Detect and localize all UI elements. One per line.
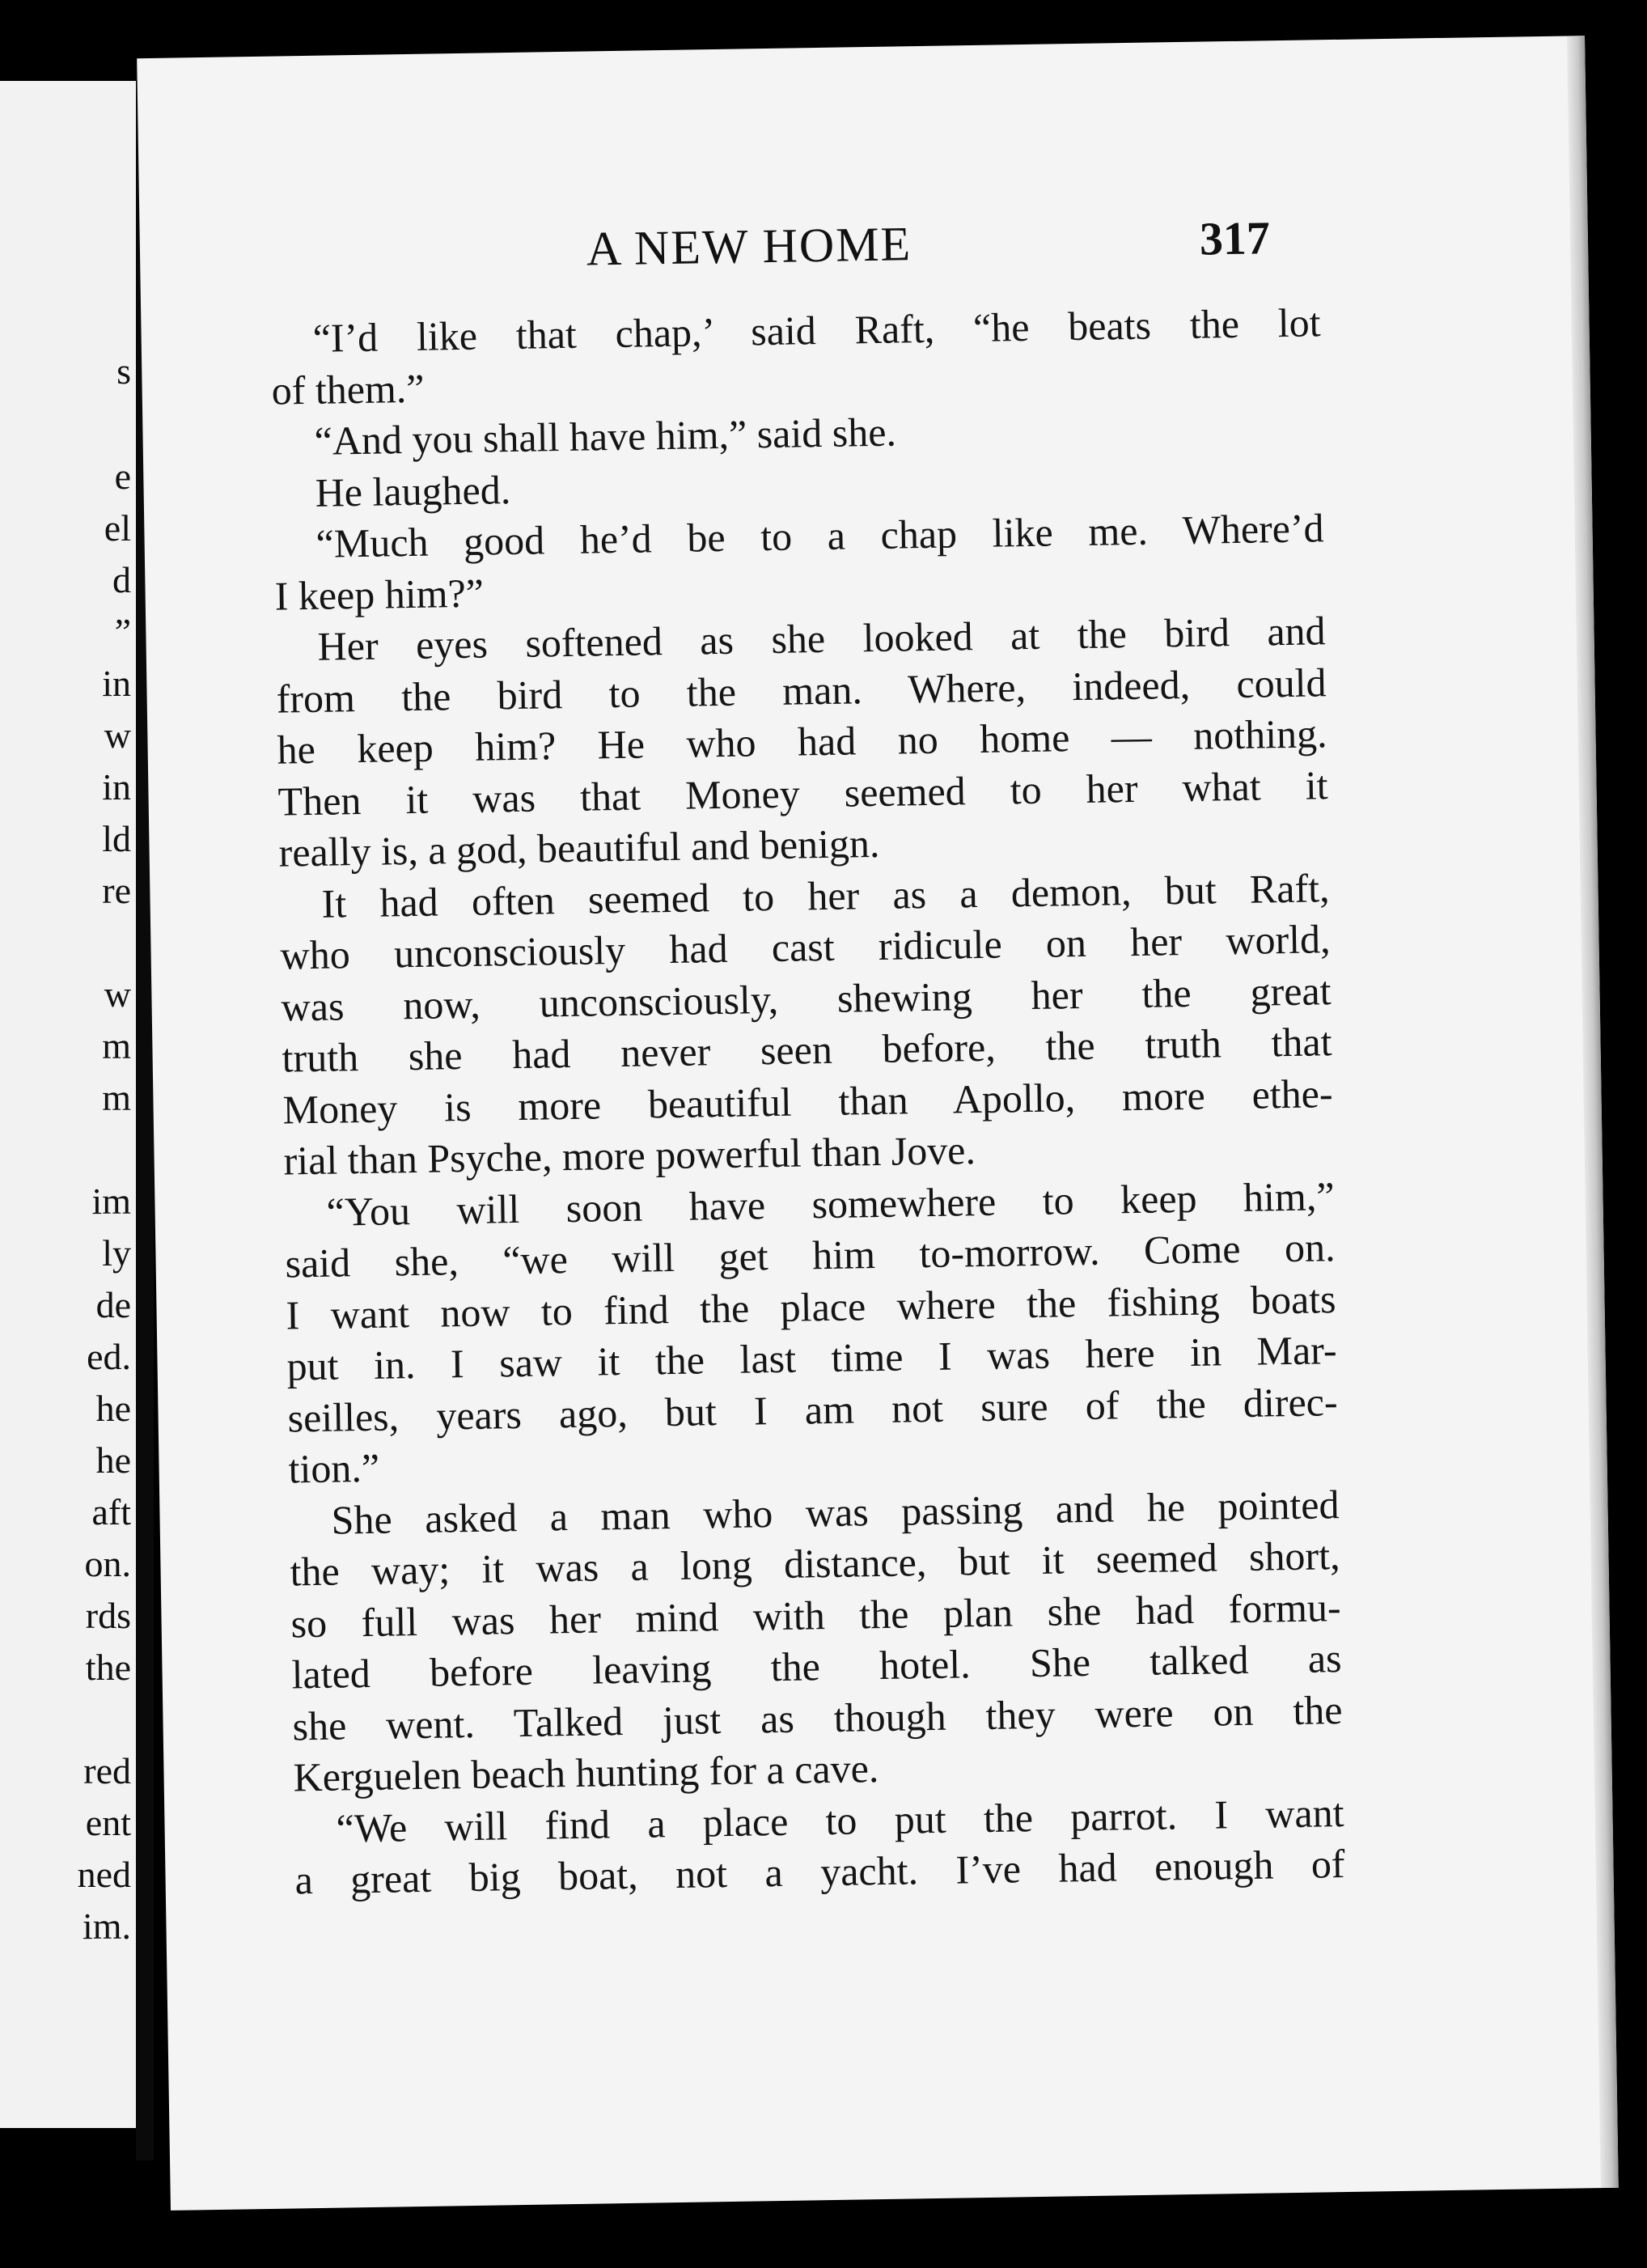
previous-page-fragment: w [104, 973, 131, 1015]
previous-page-fragment: ” [114, 611, 131, 652]
previous-page-edge [0, 81, 136, 2128]
previous-page-fragment: ed. [87, 1336, 131, 1377]
previous-page-fragment: d [112, 559, 131, 600]
previous-page-fragment: re [102, 870, 131, 911]
text-line: “You will soon have somewhere to keep him,” [326, 1172, 1335, 1235]
previous-page-fragment: the [85, 1647, 131, 1688]
previous-page-fragment: im [91, 1181, 131, 1222]
text-line: Kerguelen beach hunting for a cave. [293, 1745, 879, 1800]
previous-page-fragment: m [102, 1077, 131, 1118]
text-line: He laughed. [315, 466, 511, 515]
text-line: “Much good he’d be to a chap like me. Where’d [315, 505, 1324, 566]
previous-page-fragment: w [104, 714, 131, 756]
text-line: lated before leaving the hotel. She talked as [291, 1635, 1342, 1698]
text-line: Her eyes softened as she looked at the bird and [317, 608, 1326, 669]
page-number: 317 [1199, 211, 1271, 265]
previous-page-fragment: in [102, 766, 131, 808]
running-head [140, 206, 1589, 293]
text-line: the way; it was a long distance, but it seemed short, [290, 1532, 1340, 1595]
text-line: so full was her mind with the plan she had formu- [290, 1583, 1341, 1646]
text-line: I want now to find the place where the fishing boats [286, 1275, 1336, 1338]
text-line: put in. I saw it the last time I was here in Mar- [286, 1327, 1337, 1389]
previous-page-fragment: ent [85, 1802, 131, 1843]
book-page [137, 36, 1619, 2211]
text-line: It had often seemed to her as a demon, but Raft, [321, 864, 1330, 926]
text-line: She asked a man who was passing and he pointed [331, 1481, 1340, 1543]
previous-page-fragment: he [95, 1439, 131, 1481]
text-line: “We will find a place to put the parrot. I want [336, 1789, 1344, 1851]
running-title: A NEW HOME [586, 217, 912, 276]
text-line: from the bird to the man. Where, indeed, could [276, 659, 1327, 722]
text-line: really is, a god, beautiful and benign. [278, 820, 880, 875]
body-text [270, 297, 1345, 1906]
text-line: he keep him? He who had no home — nothing. [277, 710, 1327, 773]
previous-page-fragment: red [83, 1750, 131, 1791]
text-line: she went. Talked just as though they were on the [292, 1686, 1343, 1749]
previous-page-fragment: m [102, 1025, 131, 1066]
text-line: seilles, years ago, but I am not sure of the direc- [287, 1378, 1338, 1440]
previous-page-fragment: aft [91, 1491, 131, 1532]
page-edge-shadow [1567, 36, 1619, 2188]
text-line: truth she had never seen before, the truth that [282, 1019, 1332, 1081]
text-line: Money is more beautiful than Apollo, more ethe- [282, 1070, 1333, 1133]
text-line: rial than Psyche, more powerful than Jove. [283, 1127, 976, 1184]
text-line: who unconsciously had cast ridicule on her world, [280, 916, 1331, 978]
previous-page-fragment: ld [102, 818, 131, 859]
text-line: “And you shall have him,” said she. [314, 409, 897, 464]
text-line: “I’d like that chap,’ said Raft, “he beats the lot [312, 299, 1321, 361]
previous-page-fragment: ned [77, 1854, 131, 1895]
text-line: said she, “we will get him to-morrow. Come on. [285, 1224, 1336, 1287]
previous-page-fragment: s [116, 350, 131, 392]
previous-page-fragment: ly [102, 1232, 131, 1274]
previous-page-fragment: el [104, 507, 131, 549]
previous-page-fragment: in [102, 663, 131, 704]
previous-page-fragment: de [95, 1284, 131, 1325]
text-line: was now, unconsciously, shewing her the great [281, 967, 1332, 1030]
text-line: Then it was that Money seemed to her what it [277, 761, 1328, 825]
previous-page-fragment: he [95, 1388, 131, 1429]
previous-page-fragment: on. [84, 1543, 131, 1584]
text-line: tion.” [288, 1444, 380, 1492]
previous-page-fragment: rds [85, 1595, 131, 1636]
previous-page-fragment: e [114, 456, 131, 497]
previous-page-fragment: im. [82, 1906, 131, 1947]
text-line: I keep him?” [274, 570, 485, 619]
text-line: of them.” [271, 365, 425, 413]
text-line: a great big boat, not a yacht. I’ve had enough of [294, 1841, 1345, 1903]
